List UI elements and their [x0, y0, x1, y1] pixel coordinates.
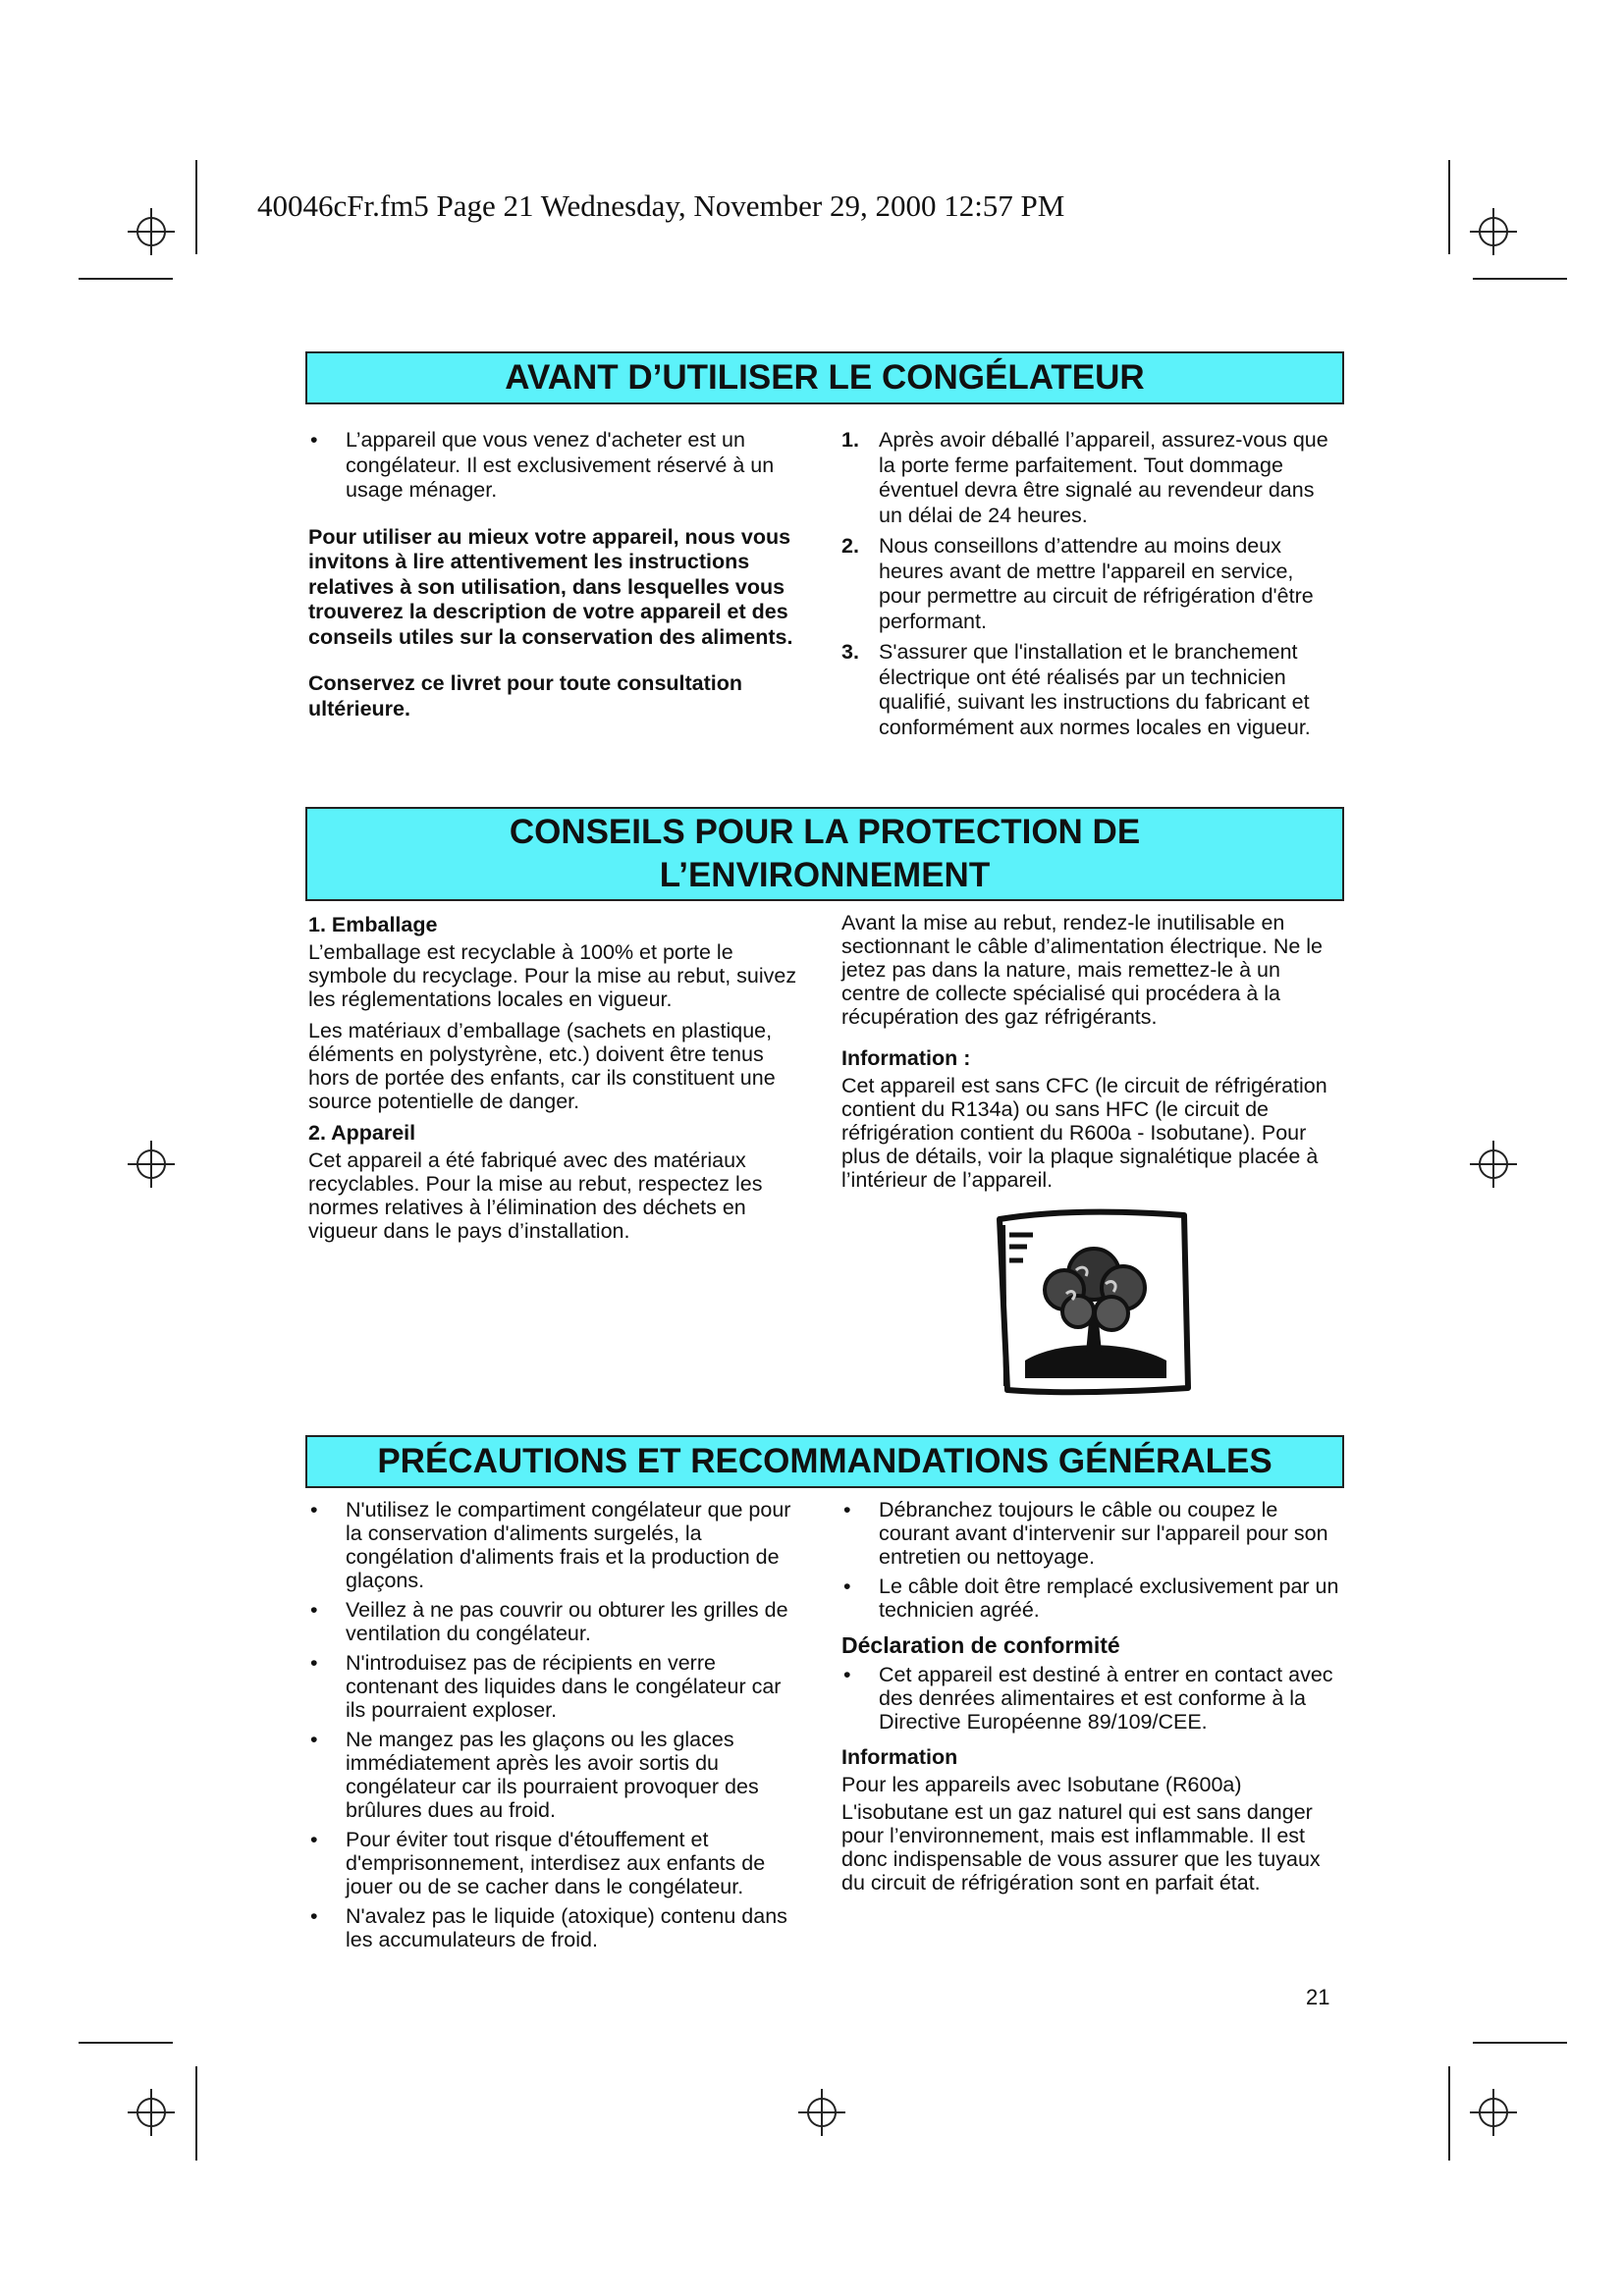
bullet-icon: • [310, 1598, 318, 1622]
section-title: AVANT D’UTILISER LE CONGÉLATEUR [505, 358, 1145, 397]
list-item [308, 428, 799, 504]
list-item-text: N'utilisez le compartiment congélateur que pour la conservation d'aliments surgelés, la congélation d'aliments frais et la production de glaçons. [346, 1498, 791, 1592]
bullet-icon: • [310, 1651, 318, 1675]
disposal-paragraph: Avant la mise au rebut, rendez-le inutilisable en sectionnant le câble d’alimentation électrique. Ne le jetez pas dans la nature, mais remettez-le à un centre de collecte spécialisé qui procédera à la récupération des gaz réfrigérants. [841, 911, 1324, 1029]
isobutane-intro: Pour les appareils avec Isobutane (R600a) [841, 1773, 1242, 1796]
section-banner-before-use [305, 351, 1344, 404]
list-item-text: Le câble doit être remplacé exclusivement par un technicien agréé. [879, 1575, 1339, 1622]
keep-manual-note: Conservez ce livret pour toute consultation ultérieure. [308, 671, 743, 721]
list-item-text: Veillez à ne pas couvrir ou obturer les grilles de ventilation du congélateur. [346, 1598, 788, 1645]
registration-mark-icon [1470, 2089, 1517, 2136]
crop-mark-bottom-right-h [1473, 2042, 1567, 2044]
list-item-text: L’appareil que vous venez d'acheter est un congélateur. Il est exclusivement réservé à un usage ménager. [346, 428, 775, 502]
crop-mark-top-left-h [79, 278, 173, 280]
registration-mark-icon [1470, 1141, 1517, 1188]
section-title-line2: L’ENVIRONNEMENT [659, 856, 991, 894]
list-item [308, 1498, 805, 1592]
registration-mark-icon [128, 1141, 175, 1188]
item-text: Nous conseillons d’attendre au moins deux heures avant de mettre l'appareil en service, pour permettre au circuit de réfrigération d'être performant. [879, 534, 1314, 633]
subheading-packaging: 1. Emballage [308, 913, 438, 936]
list-item [841, 1498, 1342, 1569]
crop-mark-top-left-v [195, 160, 197, 254]
section-banner-precautions [305, 1435, 1344, 1488]
section3-right-column [841, 1498, 1342, 1902]
crop-mark-bottom-right-v [1448, 2066, 1450, 2161]
crop-mark-top-right-h [1473, 278, 1567, 280]
item-number: 2. [841, 534, 859, 558]
item-number: 3. [841, 640, 859, 664]
list-item [308, 1728, 805, 1822]
numbered-item [841, 640, 1338, 740]
numbered-item [841, 428, 1338, 528]
item-number: 1. [841, 428, 859, 452]
numbered-item [841, 534, 1338, 634]
subheading-information: Information : [841, 1046, 971, 1070]
intro-bold-paragraph: Pour utiliser au mieux votre appareil, nous vous invitons à lire attentivement les instructions relatives à son utilisation, dans lesquelles vous trouverez la description de votre appareil et des conseils utiles sur la conservation des aliments. [308, 524, 793, 649]
crop-mark-top-right-v [1448, 160, 1450, 254]
item-text: Après avoir déballé l’appareil, assurez-vous que la porte ferme parfaitement. Tout dommage éventuel devra être signalé au revendeur dans un délai de 24 heures. [879, 428, 1328, 527]
registration-mark-icon [1470, 208, 1517, 255]
subheading-information: Information [841, 1745, 958, 1769]
section-title-line1: CONSEILS POUR LA PROTECTION DE [509, 813, 1141, 851]
bullet-icon: • [843, 1575, 851, 1598]
bullet-icon: • [310, 1904, 318, 1928]
registration-mark-icon [128, 2089, 175, 2136]
crop-mark-bottom-left-h [79, 2042, 173, 2044]
list-item [841, 1575, 1342, 1622]
isobutane-paragraph: L'isobutane est un gaz naturel qui est sans danger pour l’environnement, mais est inflammable. Il est donc indispensable de vous assurer que les tuyaux du circuit de réfrigération sont en parfait état. [841, 1800, 1321, 1895]
bullet-icon: • [310, 1828, 318, 1851]
list-item [308, 1651, 805, 1722]
section2-right-column [841, 911, 1342, 1200]
registration-mark-icon [128, 208, 175, 255]
crop-mark-bottom-left-v [195, 2066, 197, 2161]
list-item [308, 1828, 805, 1898]
list-item [841, 1663, 1342, 1734]
list-item-text: Ne mangez pas les glaçons ou les glaces immédiatement après les avoir sortis du congélateur car ils pourraient provoquer des brûlures dues au froid. [346, 1728, 759, 1822]
subheading-appliance: 2. Appareil [308, 1121, 416, 1145]
registration-mark-icon [798, 2089, 845, 2136]
appliance-paragraph: Cet appareil a été fabriqué avec des matériaux recyclables. Pour la mise au rebut, respectez les normes relatives à l’élimination des déchets en vigueur dans le pays d’installation. [308, 1148, 763, 1243]
section1-left-column [308, 428, 799, 729]
page-number: 21 [1306, 1985, 1330, 2009]
subheading-conformity: Déclaration de conformité [841, 1632, 1120, 1658]
list-item-text: Débranchez toujours le câble ou coupez le courant avant d'intervenir sur l'appareil pour son entretien ou nettoyage. [879, 1498, 1328, 1569]
bullet-icon: • [843, 1663, 851, 1686]
information-paragraph: Cet appareil est sans CFC (le circuit de réfrigération contient du R134a) ou sans HFC (le circuit de réfrigération contient du R600a - Isobutane). Pour plus de détails, voir la plaque signalétique placée à l’intérieur de l’appareil. [841, 1074, 1327, 1192]
bullet-icon: • [310, 1728, 318, 1751]
list-item-text: N'avalez pas le liquide (atoxique) contenu dans les accumulateurs de froid. [346, 1904, 787, 1951]
section-banner-environment [305, 807, 1344, 901]
bullet-icon: • [310, 1498, 318, 1522]
tree-environment-icon [988, 1205, 1196, 1398]
bullet-icon: • [310, 428, 318, 452]
item-text: S'assurer que l'installation et le branchement électrique ont été réalisés par un technicien qualifié, suivant les instructions du fabricant et conformément aux normes locales en vigueur. [879, 640, 1311, 739]
section2-left-column [308, 911, 805, 1251]
packaging-paragraph: L’emballage est recyclable à 100% et porte le symbole du recyclage. Pour la mise au rebut, suivez les réglementations locales en vigueur. [308, 940, 797, 1011]
section-title: PRÉCAUTIONS ET RECOMMANDATIONS GÉNÉRALES [377, 1442, 1272, 1480]
section3-left-column [308, 1498, 805, 1957]
list-item-text: Cet appareil est destiné à entrer en contact avec des denrées alimentaires et est conforme à la Directive Européenne 89/109/CEE. [879, 1663, 1333, 1734]
list-item [308, 1904, 805, 1951]
section1-right-column [841, 428, 1338, 746]
file-header: 40046cFr.fm5 Page 21 Wednesday, November 29, 2000 12:57 PM [257, 188, 1065, 223]
list-item-text: Pour éviter tout risque d'étouffement et d'emprisonnement, interdisez aux enfants de jouer ou de se cacher dans le congélateur. [346, 1828, 766, 1898]
packaging-materials-paragraph: Les matériaux d’emballage (sachets en plastique, éléments en polystyrène, etc.) doivent être tenus hors de portée des enfants, car ils constituent une source potentielle de danger. [308, 1019, 776, 1113]
list-item [308, 1598, 805, 1645]
bullet-icon: • [843, 1498, 851, 1522]
list-item-text: N'introduisez pas de récipients en verre contenant des liquides dans le congélateur car ils pourraient exploser. [346, 1651, 782, 1722]
